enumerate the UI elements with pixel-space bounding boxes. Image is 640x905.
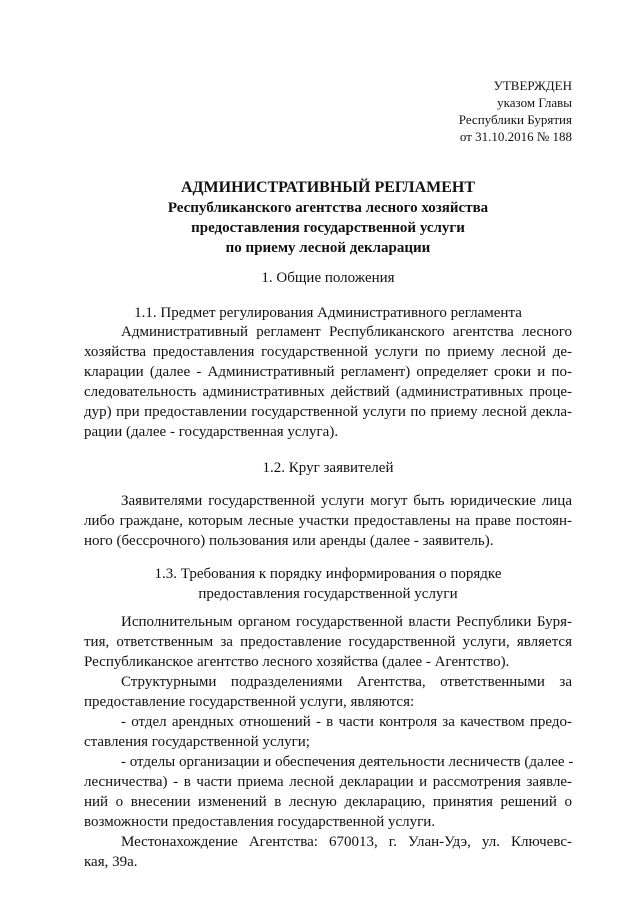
- paragraph-line: рации (далее - государственная услуга).: [84, 424, 339, 440]
- paragraph-line: ний о внесении изменений в лесную декларацию, принятия решений о: [84, 794, 572, 810]
- section-1-3-heading: [84, 564, 572, 604]
- paragraph-line: кая, 39а.: [84, 854, 138, 870]
- paragraph-line: ного (бессрочного) пользования или аренды (далее - заявитель).: [84, 533, 494, 549]
- paragraph-line: возможности предоставления государственной услуги.: [84, 814, 436, 830]
- title-line-2: Республиканского агентства лесного хозяйства: [167, 200, 489, 216]
- paragraph-line: - отдел арендных отношений - в части контроля за качеством предо-: [121, 714, 572, 730]
- paragraph-line: Республиканское агентство лесного хозяйства (далее - Агентство).: [84, 654, 510, 670]
- approval-line-3: Республики Бурятия: [458, 112, 572, 127]
- section-1-2-heading: 1.2. Круг заявителей: [262, 460, 394, 476]
- paragraph-line: Заявителями государственной услуги могут быть юридические лица: [121, 493, 572, 509]
- section-1-3-heading-line-1: 1.3. Требования к порядку информирования о порядке: [154, 566, 502, 582]
- section-1-1-paragraph: [84, 322, 572, 442]
- paragraph-line: Исполнительным органом государственной власти Республики Буря-: [121, 614, 572, 630]
- paragraph-line: ставления государственной услуги;: [84, 734, 310, 750]
- paragraph-line: тия, ответственным за предоставление государственной услуги, является: [84, 634, 572, 650]
- paragraph-line: Структурными подразделениями Агентства, ответственными за: [121, 674, 572, 690]
- section-1-2-paragraph: [84, 491, 572, 551]
- paragraph-line: Местонахождение Агентства: 670013, г. Улан-Удэ, ул. Ключевс-: [121, 834, 572, 850]
- approval-line-4: от 31.10.2016 № 188: [459, 129, 572, 144]
- title-line-1: АДМИНИСТРАТИВНЫЙ РЕГЛАМЕНТ: [180, 179, 476, 196]
- paragraph-line: кларации (далее - Административный регламент) определяет сроки и по-: [84, 364, 572, 380]
- document-title: [84, 178, 572, 258]
- section-1-1-heading: 1.1. Предмет регулирования Административного регламента: [134, 305, 522, 321]
- approval-block: [459, 77, 572, 145]
- paragraph-line: предоставление государственной услуги, являются:: [84, 694, 415, 710]
- paragraph-line: хозяйства предоставления государственной услуги по приему лесной де-: [84, 344, 572, 360]
- paragraph-line: следовательность административных действий (административных проце-: [84, 384, 572, 400]
- paragraph-line: дур) при предоставлении государственной услуги по приему лесной декла-: [84, 404, 572, 420]
- approval-line-1: УТВЕРЖДЕН: [493, 78, 572, 93]
- approval-line-2: указом Главы: [497, 95, 572, 110]
- title-line-4: по приему лесной декларации: [225, 240, 431, 256]
- section-1-heading: 1. Общие положения: [261, 270, 395, 286]
- section-1-3-body: [84, 612, 572, 872]
- paragraph-line: Административный регламент Республиканского агентства лесного: [121, 324, 572, 340]
- section-1-3-heading-line-2: предоставления государственной услуги: [198, 586, 458, 602]
- paragraph-line: - отделы организации и обеспечения деятельности лесничеств (далее -: [121, 754, 574, 770]
- paragraph-line: либо граждане, которым лесные участки предоставлены на праве постоян-: [84, 513, 572, 529]
- title-line-3: предоставления государственной услуги: [191, 220, 465, 236]
- paragraph-line: лесничества) - в части приема лесной декларации и рассмотрения заявле-: [84, 774, 572, 790]
